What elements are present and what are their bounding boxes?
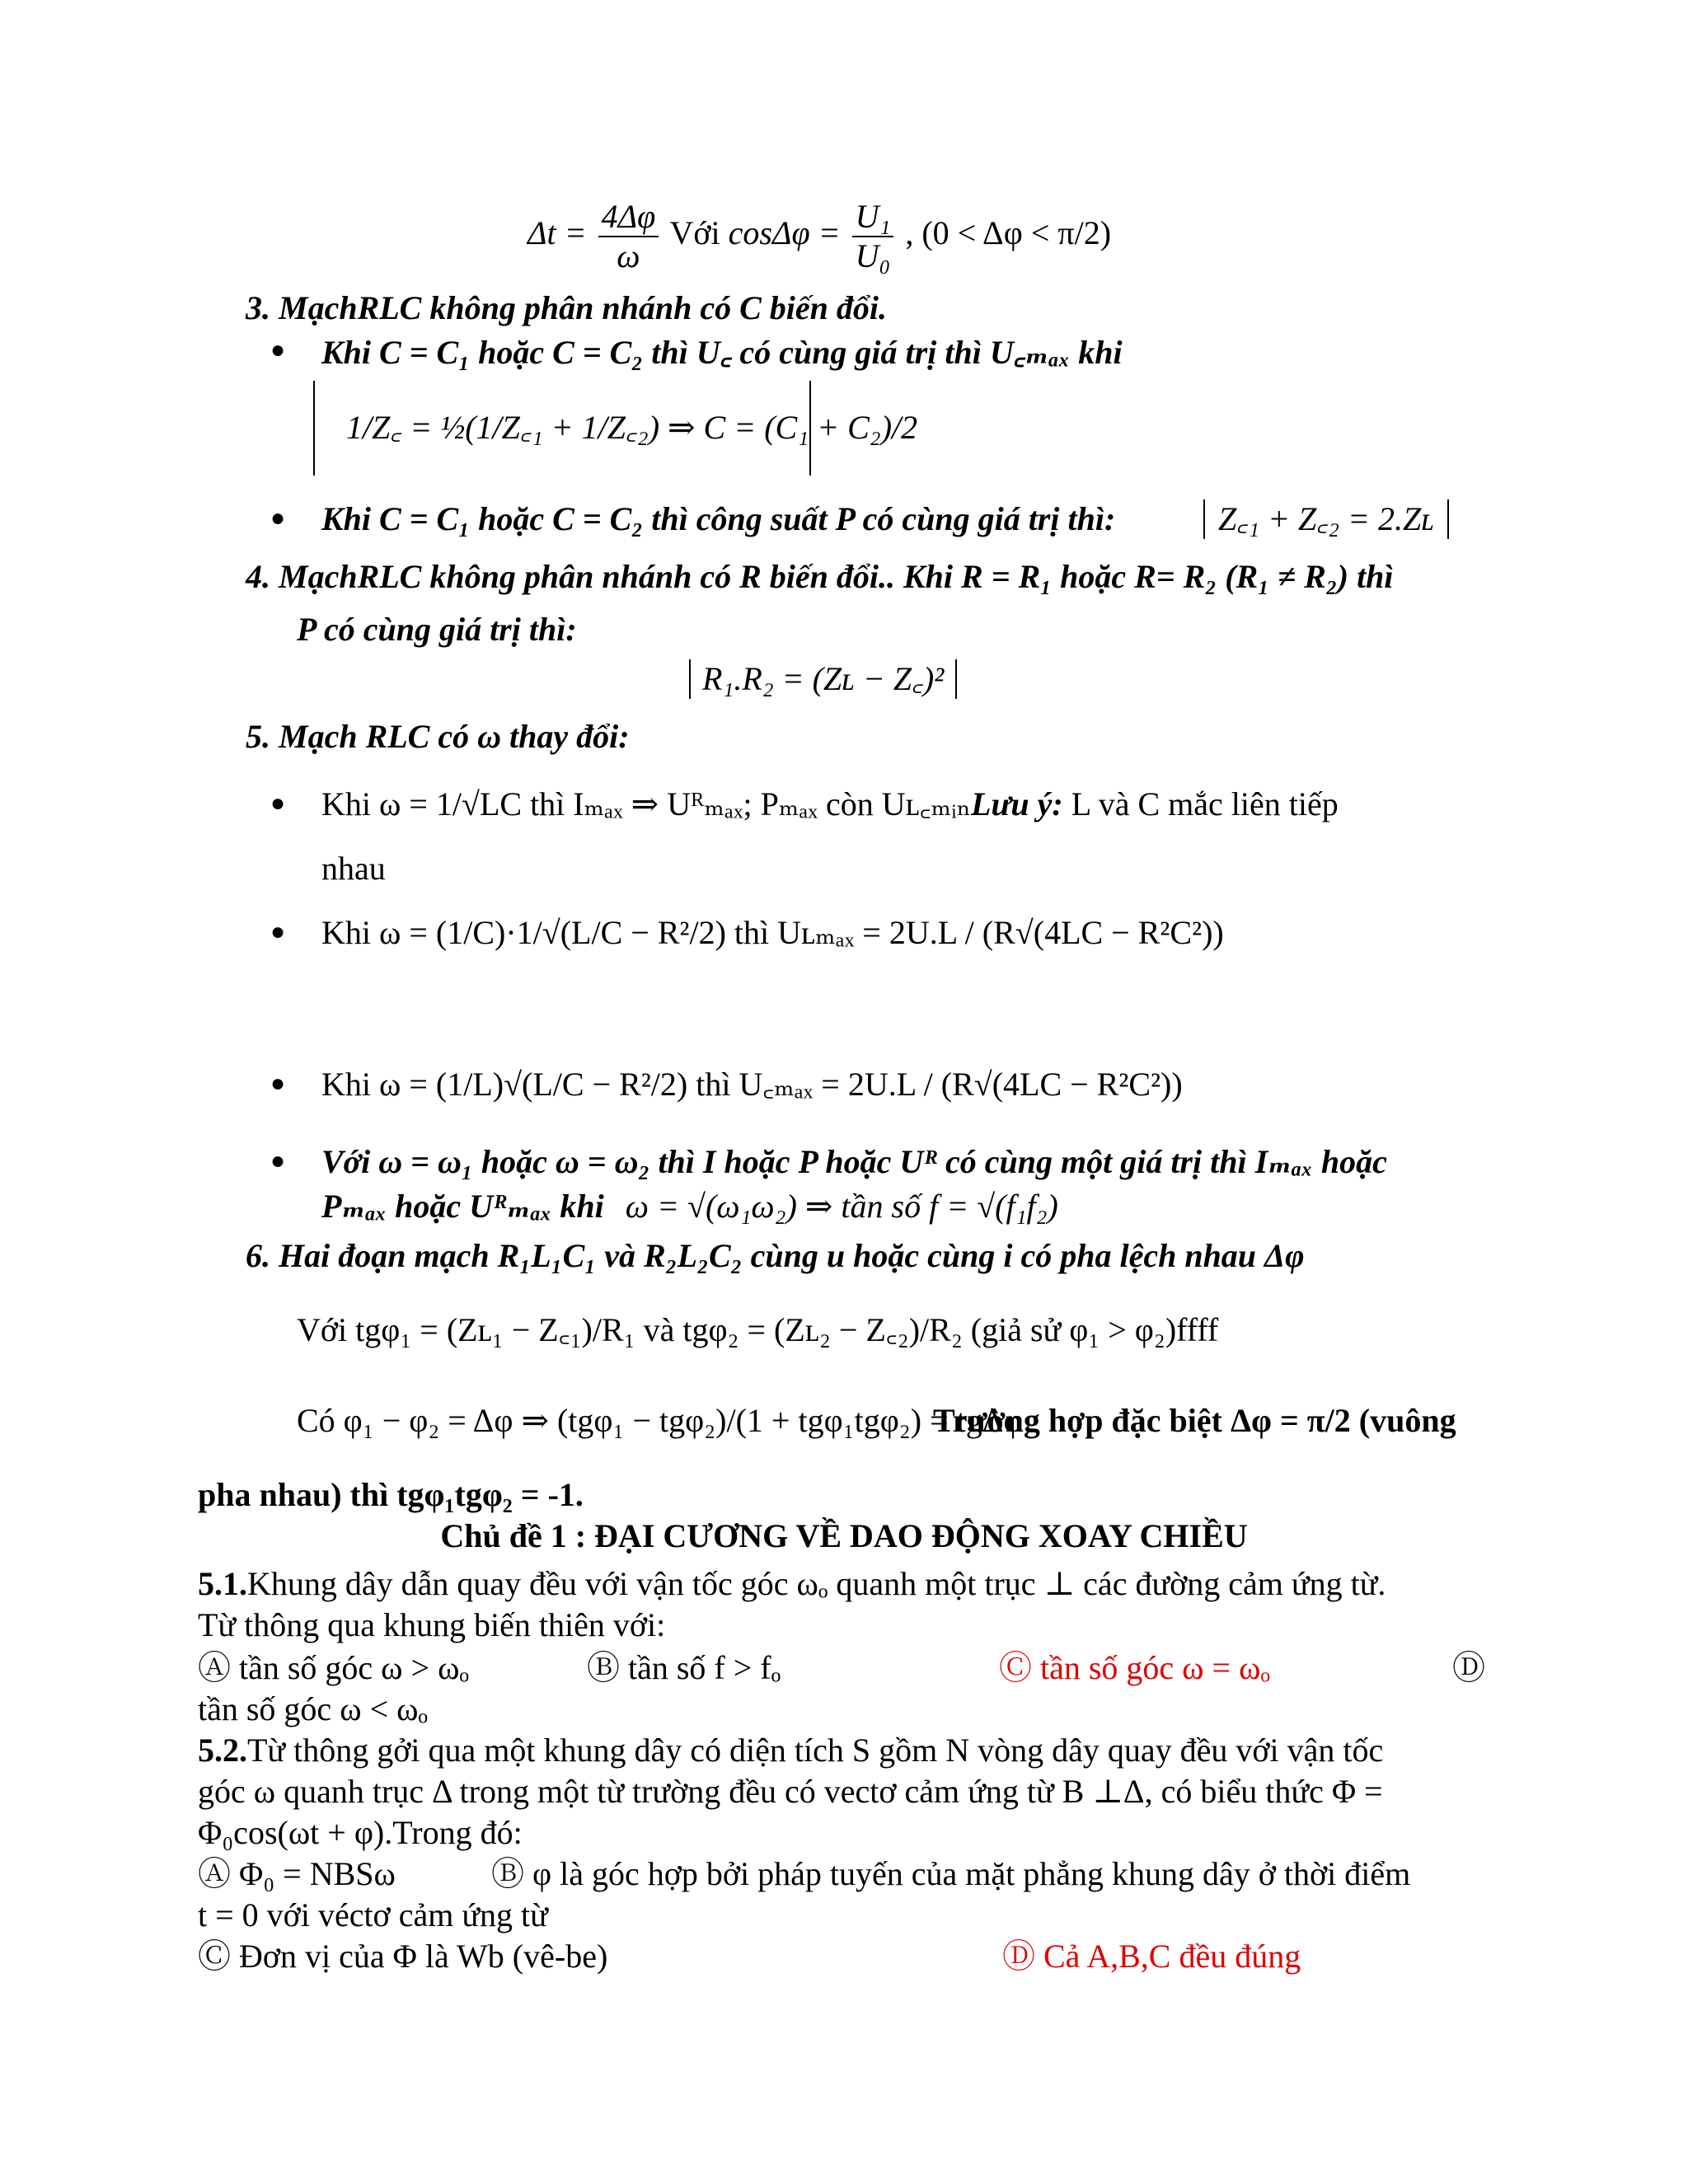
formula-delta-t: Δt = $\frac{4\Delta\varphi}{\omega}$ Với cosΔφ = $\frac{\text{U₁}}{\text{U₀}}$ , (0 < Δφ < π/2) [528,198,1112,274]
section-6-line1: Với tgφ₁ = (Zʟ₁ − Z꜀₁)/R₁ và tgφ₂ = (Zʟ₂ − Z꜀₂)/R₂ (giả sử φ₁ > φ₂)ffff [297,1311,1219,1348]
s3-bullet-2-formula: Z꜀₁ + Z꜀₂ = 2.Zʟ [1203,499,1449,539]
q52-option-b-cont: t = 0 với véctơ cảm ứng từ [198,1896,548,1933]
s5-bullet-4-line2: Pₘₐₓ hoặc Uᴿₘₐₓ khi ω = √(ω₁ω₂) ⇒ tần số f = √(f₁f₂) [321,1188,1058,1225]
section-6-line3: pha nhau) thì tgφ₁tgφ₂ = -1. [198,1476,584,1513]
bullet-icon: ● [270,1147,286,1174]
q51-line2: Từ thông qua khung biến thiên với: [198,1606,666,1643]
bullet-icon: ● [270,504,286,532]
q52-option-b[interactable]: Ⓑ φ là góc hợp bởi pháp tuyến của mặt phẳng khung dây ở thời điểm [491,1855,1411,1892]
q52-option-d[interactable]: Ⓓ Cả A,B,C đều đúng [1002,1938,1301,1975]
q52-line2: góc ω quanh trục Δ trong một từ trường đều có vectơ cảm ứng từ B ⊥Δ, có biểu thức Φ = [198,1773,1383,1810]
bullet-icon: ● [270,1070,286,1097]
bullet-icon: ● [270,790,286,817]
s5-bullet-4: Với ω = ω₁ hoặc ω = ω₂ thì I hoặc P hoặc Uᴿ có cùng một giá trị thì Iₘₐₓ hoặc [321,1143,1387,1180]
q51-option-b[interactable]: Ⓑ tần số f > fₒ [587,1649,781,1686]
bullet-icon: ● [270,918,286,945]
s5-bullet-1: Khi ω = 1/√LC thì Iₘₐₓ ⇒ Uᴿₘₐₓ; Pₘₐₓ còn Uʟ꜀ₘᵢₙLưu ý: L và C mắc liên tiếp [321,785,1339,823]
section-3-title: 3. MạchRLC không phân nhánh có C biến đổi. [246,289,887,326]
topic-heading: Chủ đề 1 : ĐẠI CƯƠNG VỀ DAO ĐỘNG XOAY CHIỀU [440,1517,1248,1554]
q51-option-d-text: tần số góc ω < ωₒ [198,1690,428,1727]
q51-option-a[interactable]: Ⓐ tần số góc ω > ωₒ [198,1649,469,1686]
section-4-title: 4. MạchRLC không phân nhánh có R biến đổi.. Khi R = R₁ hoặc R= R₂ (R₁ ≠ R₂) thì [246,558,1394,595]
section-6-line2b: Trường hợp đặc biệt Δφ = π/2 (vuông [933,1402,1456,1439]
q52-line1: 5.2.Từ thông gởi qua một khung dây có diện tích S gồm N vòng dây quay đều với vận tốc [198,1732,1384,1769]
q51-option-c[interactable]: Ⓒ tần số góc ω = ωₒ [999,1649,1270,1686]
section-4-line2: P có cùng giá trị thì: [297,611,577,648]
section-5-title: 5. Mạch RLC có ω thay đổi: [246,718,630,755]
section-6-line2a: Có φ₁ − φ₂ = Δφ ⇒ (tgφ₁ − tgφ₂)/(1 + tgφ₁tgφ₂) = tgΔφ [297,1402,1023,1439]
s5-bullet-3: Khi ω = (1/L)√(L/C − R²/2) thì U꜀ₘₐₓ = 2U.L / (R√(4LC − R²C²)) [321,1066,1183,1103]
fraction: $\frac{4\Delta\varphi}{\omega}$ [598,198,659,275]
section-4-formula: R₁.R₂ = (Zʟ − Z꜀)² [689,659,957,699]
q51-option-d[interactable]: Ⓓ [1452,1649,1485,1686]
section-6-title: 6. Hai đoạn mạch R₁L₁C₁ và R₂L₂C₂ cùng u hoặc cùng i có pha lệch nhau Δφ [246,1237,1305,1274]
s3-bullet-2: Khi C = C₁ hoặc C = C₂ thì công suất P có cùng giá trị thì: [321,500,1116,537]
q52-option-c[interactable]: Ⓒ Đơn vị của Φ là Wb (vê-be) [198,1938,608,1975]
q52-line3: Φ₀cos(ωt + φ).Trong đó: [198,1814,523,1851]
fraction: $\frac{\text{U₁}}{\text{U₀}}$ [852,198,894,275]
s3-bullet-1: Khi C = C₁ hoặc C = C₂ thì U꜀ có cùng giá trị thì U꜀ₘₐₓ khi [321,334,1123,371]
bullet-icon: ● [270,336,286,363]
s5-bullet-1-cont: nhau [321,850,386,887]
q52-option-a[interactable]: Ⓐ Φ₀ = NBSω [198,1855,396,1892]
q51-line1: 5.1.Khung dây dẫn quay đều với vận tốc góc ωₒ quanh một trục ⊥ các đường cảm ứng từ. [198,1565,1386,1602]
s3-bullet-1-formula: 1/Z꜀ = ½(1/Z꜀₁ + 1/Z꜀₂) ⇒ C = (C₁ + C₂)/2 [346,409,918,446]
s5-bullet-2: Khi ω = (1/C)·1/√(L/C − R²/2) thì Uʟₘₐₓ = 2U.L / (R√(4LC − R²C²)) [321,914,1224,951]
formula-lhs: Δt = [528,214,587,252]
